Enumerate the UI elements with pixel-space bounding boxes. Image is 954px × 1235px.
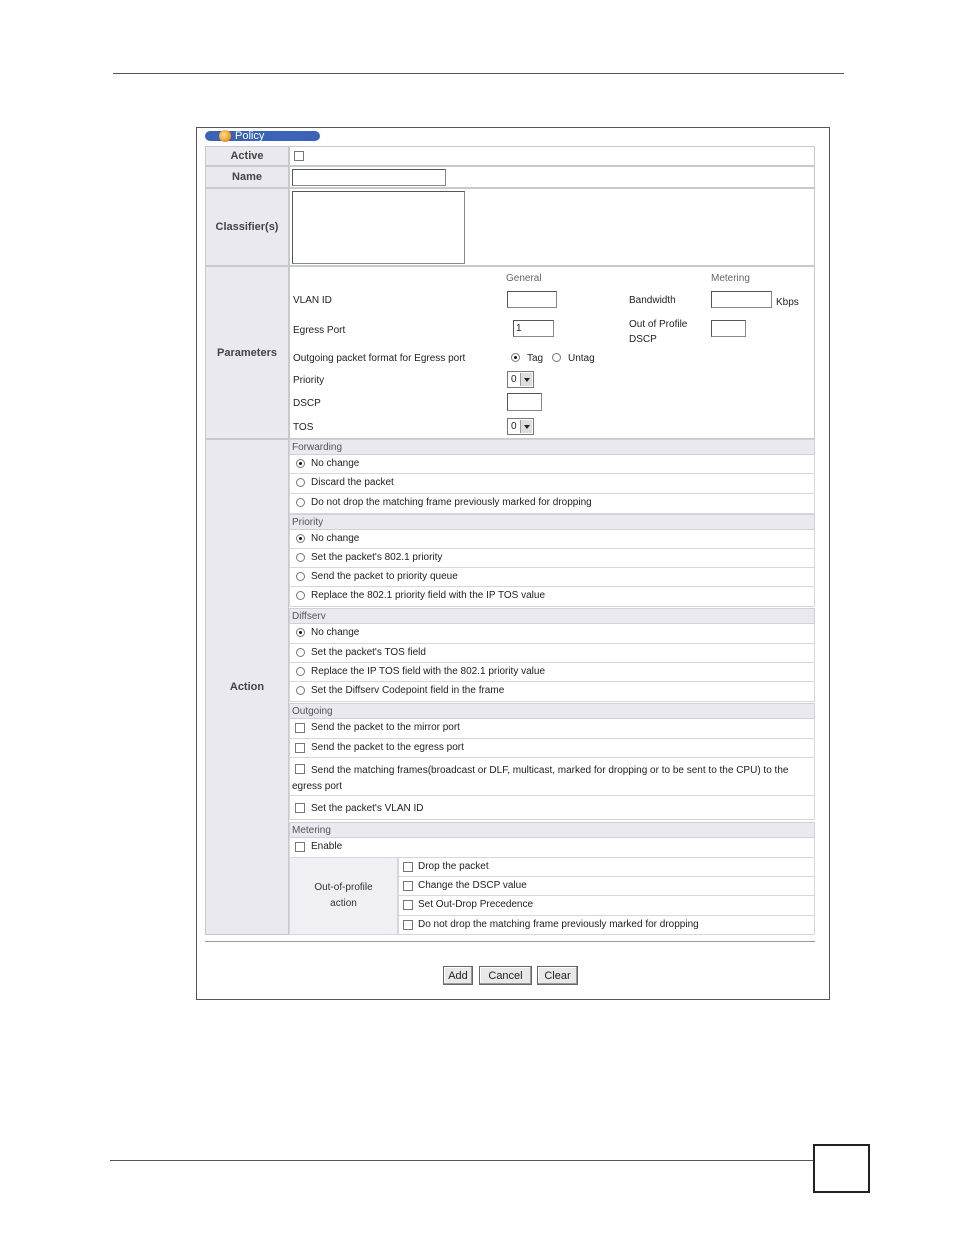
egress-port-label: Egress Port bbox=[293, 325, 346, 336]
page-top-rule bbox=[113, 73, 844, 74]
outgoing-option bbox=[289, 758, 815, 796]
priority-option bbox=[289, 587, 815, 607]
metering-header: Metering bbox=[711, 273, 750, 284]
oop-option bbox=[398, 877, 815, 896]
diffserv-no-change-radio[interactable] bbox=[296, 628, 305, 637]
classifiers-listbox[interactable] bbox=[292, 191, 465, 264]
forwarding-option bbox=[289, 474, 815, 494]
forwarding-no-change-radio[interactable] bbox=[296, 459, 305, 468]
oop-option-label: Do not drop the matching frame previously marked for dropping bbox=[418, 919, 699, 930]
diffserv-option-label: Set the Diffserv Codepoint field in the frame bbox=[311, 685, 505, 696]
parameters-cell bbox=[289, 266, 815, 439]
priority-header: Priority bbox=[289, 514, 815, 530]
tos-label: TOS bbox=[293, 422, 314, 433]
forwarding-option-label: No change bbox=[311, 458, 360, 469]
forwarding-option bbox=[289, 494, 815, 514]
tos-select-value: 0 bbox=[511, 421, 517, 432]
tos-select[interactable] bbox=[507, 418, 534, 435]
vlan-id-input[interactable] bbox=[507, 291, 557, 308]
name-cell bbox=[289, 166, 815, 188]
oop-option-label: Set Out-Drop Precedence bbox=[418, 899, 534, 910]
kbps-unit: Kbps bbox=[776, 297, 799, 308]
priority-queue-radio[interactable] bbox=[296, 572, 305, 581]
diffserv-option-label: Replace the IP TOS field with the 802.1 priority value bbox=[311, 666, 546, 677]
oop-option-label: Drop the packet bbox=[418, 861, 489, 872]
outgoing-option-label: Send the packet to the egress port bbox=[311, 742, 464, 753]
priority-option bbox=[289, 568, 815, 587]
diffserv-option-label: Set the packet's TOS field bbox=[311, 647, 426, 658]
diffserv-set-codepoint-radio[interactable] bbox=[296, 686, 305, 695]
vlan-id-label: VLAN ID bbox=[293, 295, 332, 306]
dscp-label: DSCP bbox=[293, 398, 321, 409]
outgoing-egress-checkbox[interactable] bbox=[295, 743, 305, 753]
outgoing-option bbox=[289, 739, 815, 758]
page-bottom-rule bbox=[110, 1160, 815, 1161]
priority-option-label: No change bbox=[311, 533, 360, 544]
parameters-label: Parameters bbox=[205, 266, 289, 439]
untag-label: Untag bbox=[568, 353, 595, 364]
name-label: Name bbox=[205, 166, 289, 188]
diffserv-option bbox=[289, 624, 815, 644]
classifiers-cell bbox=[289, 188, 815, 266]
diffserv-replace-ip-tos-radio[interactable] bbox=[296, 667, 305, 676]
outgoing-option-label: Set the packet's VLAN ID bbox=[311, 803, 424, 814]
forwarding-option-label: Do not drop the matching frame previously marked for dropping bbox=[311, 497, 592, 508]
outgoing-option-label: Send the packet to the mirror port bbox=[311, 722, 460, 733]
diffserv-option bbox=[289, 682, 815, 702]
untag-radio[interactable] bbox=[552, 353, 561, 362]
dscp-input[interactable] bbox=[507, 393, 542, 411]
diffserv-option bbox=[289, 644, 815, 663]
outgoing-option bbox=[289, 796, 815, 820]
egress-port-input[interactable]: 1 bbox=[513, 320, 554, 337]
name-input[interactable] bbox=[292, 169, 446, 186]
forwarding-do-not-drop-radio[interactable] bbox=[296, 498, 305, 507]
priority-option-label: Replace the 802.1 priority field with the IP TOS value bbox=[311, 590, 546, 601]
diffserv-option-label: No change bbox=[311, 627, 360, 638]
outgoing-mirror-checkbox[interactable] bbox=[295, 723, 305, 733]
page-title: Policy bbox=[235, 130, 265, 142]
policy-title-bar bbox=[205, 131, 320, 141]
diffserv-option bbox=[289, 663, 815, 682]
outgoing-set-vlan-checkbox[interactable] bbox=[295, 803, 305, 813]
tag-label: Tag bbox=[527, 353, 544, 364]
forwarding-discard-radio[interactable] bbox=[296, 478, 305, 487]
priority-option-label: Set the packet's 802.1 priority bbox=[311, 552, 443, 563]
policy-panel bbox=[196, 127, 830, 1000]
priority-select[interactable] bbox=[507, 371, 534, 388]
priority-no-change-radio[interactable] bbox=[296, 534, 305, 543]
oop-out-drop-checkbox[interactable] bbox=[403, 900, 413, 910]
oop-drop-checkbox[interactable] bbox=[403, 862, 413, 872]
priority-replace-tos-radio[interactable] bbox=[296, 591, 305, 600]
oop-do-not-drop-checkbox[interactable] bbox=[403, 920, 413, 930]
metering-enable-row bbox=[289, 838, 815, 858]
diffserv-set-tos-radio[interactable] bbox=[296, 648, 305, 657]
metering-action-header: Metering bbox=[289, 822, 815, 838]
forwarding-option-label: Discard the packet bbox=[311, 477, 394, 488]
priority-select-value: 0 bbox=[511, 374, 517, 385]
outgoing-option-label: Send the matching frames(broadcast or DLF, multicast, marked for dropping or to be sent to the CPU) to the egress port bbox=[292, 765, 789, 792]
outgoing-option bbox=[289, 719, 815, 739]
metering-enable-checkbox[interactable] bbox=[295, 842, 305, 852]
chevron-down-icon bbox=[520, 420, 532, 433]
priority-label: Priority bbox=[293, 375, 325, 386]
page-number-box bbox=[813, 1144, 870, 1193]
oop-option-label: Change the DSCP value bbox=[418, 880, 527, 891]
bullet-icon bbox=[219, 130, 231, 142]
chevron-down-icon bbox=[520, 373, 532, 386]
out-of-profile-dscp-label: Out of Profile DSCP bbox=[629, 319, 688, 345]
outgoing-header: Outgoing bbox=[289, 703, 815, 719]
oop-option bbox=[398, 916, 815, 935]
bandwidth-input[interactable] bbox=[711, 291, 772, 308]
button-divider bbox=[205, 941, 815, 942]
priority-set-8021-radio[interactable] bbox=[296, 553, 305, 562]
diffserv-header: Diffserv bbox=[289, 608, 815, 624]
oop-option bbox=[398, 858, 815, 877]
classifiers-label: Classifier(s) bbox=[205, 188, 289, 266]
active-cell bbox=[289, 146, 815, 166]
tag-radio[interactable] bbox=[511, 353, 520, 362]
priority-option bbox=[289, 530, 815, 549]
priority-option bbox=[289, 549, 815, 568]
forwarding-option bbox=[289, 455, 815, 474]
out-of-profile-dscp-input[interactable] bbox=[711, 320, 746, 337]
general-header: General bbox=[506, 273, 542, 284]
clear-button[interactable]: Clear bbox=[537, 966, 578, 985]
cancel-button[interactable]: Cancel bbox=[479, 966, 532, 985]
active-checkbox[interactable] bbox=[294, 151, 304, 161]
oop-change-dscp-checkbox[interactable] bbox=[403, 881, 413, 891]
action-label: Action bbox=[205, 439, 289, 935]
outgoing-format-label: Outgoing packet format for Egress port bbox=[293, 353, 466, 364]
out-of-profile-action-label: Out-of-profile action bbox=[289, 858, 398, 935]
forwarding-header: Forwarding bbox=[289, 439, 815, 455]
oop-option bbox=[398, 896, 815, 916]
bandwidth-label: Bandwidth bbox=[629, 295, 676, 306]
metering-enable-label: Enable bbox=[311, 841, 343, 852]
add-button[interactable]: Add bbox=[443, 966, 473, 985]
active-label: Active bbox=[205, 146, 289, 166]
priority-option-label: Send the packet to priority queue bbox=[311, 571, 458, 582]
